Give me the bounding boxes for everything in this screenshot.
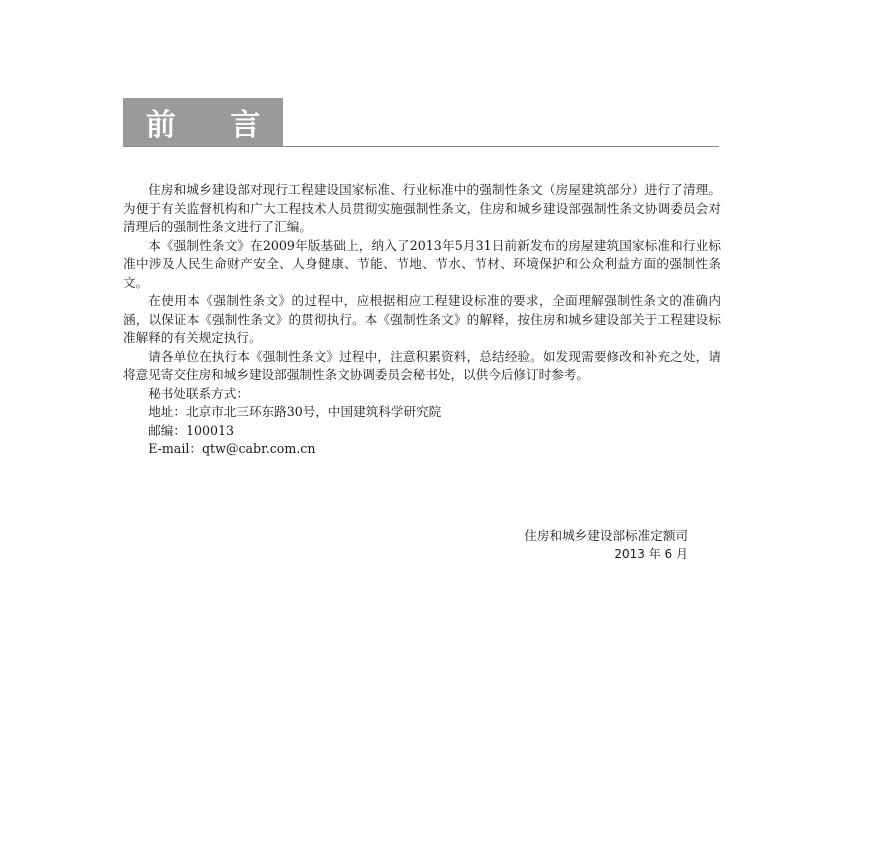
signature-block bbox=[524, 527, 688, 563]
heading-banner bbox=[123, 98, 283, 146]
heading-divider bbox=[123, 146, 719, 147]
contact-address: 地址：北京市北三环东路30号，中国建筑科学研究院 bbox=[148, 404, 442, 419]
signature-date: 2013 年 6 月 bbox=[614, 547, 688, 561]
contact-postcode: 邮编：100013 bbox=[148, 422, 235, 438]
paragraph-3: 在使用本《强制性条文》的过程中，应根据相应工程建设标准的要求，全面理解强制性条文的准确内涵，以保证本《强制性条文》的贯彻执行。本《强制性条文》的解释，按住房和城乡建设部关于工程建设标准解释的有关规定执行。 bbox=[123, 293, 721, 345]
paragraph-4: 请各单位在执行本《强制性条文》过程中，注意积累资料，总结经验。如发现需要修改和补充之处，请将意见寄交住房和城乡建设部强制性条文协调委员会秘书处，以供今后修订时参考。 bbox=[123, 348, 721, 382]
contact-header: 秘书处联系方式： bbox=[148, 385, 249, 401]
paragraph-1: 住房和城乡建设部对现行工程建设国家标准、行业标准中的强制性条文（房屋建筑部分）进行了清理。为便于有关监督机构和广大工程技术人员贯彻实施强制性条文，住房和城乡建设部强制性条文协调委员会对清理后的强制性条文进行了汇编。 bbox=[123, 182, 721, 234]
preface-body bbox=[123, 181, 721, 459]
paragraph-2: 本《强制性条文》在2009年版基础上，纳入了2013年5月31日前新发布的房屋建筑国家标准和行业标准中涉及人民生命财产安全、人身健康、节能、节地、节水、节材、环境保护和公众利益方面的强制性条文。 bbox=[123, 237, 721, 290]
signature-org: 住房和城乡建设部标准定额司 bbox=[524, 528, 688, 543]
contact-email: E-mail：qtw@cabr.com.cn bbox=[148, 441, 316, 456]
page-title: 前 言 bbox=[145, 108, 283, 143]
